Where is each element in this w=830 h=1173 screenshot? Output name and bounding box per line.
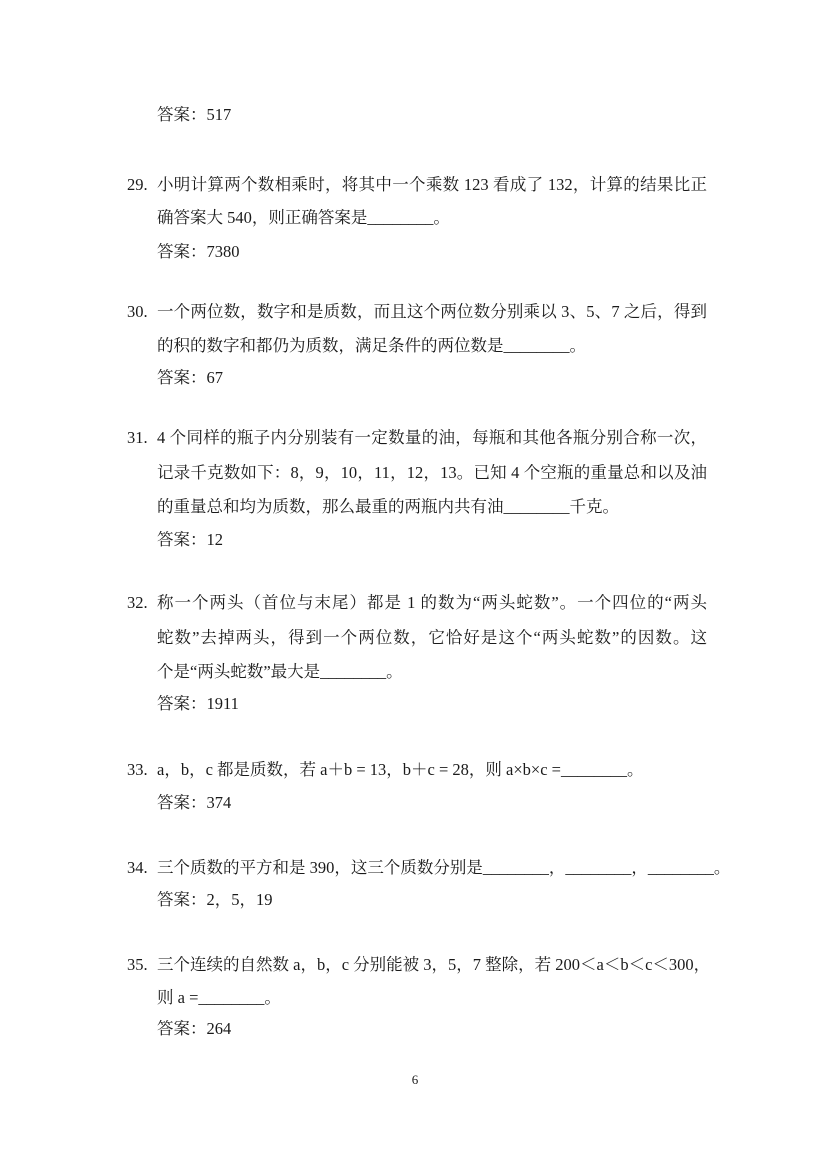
page-number: 6 [411, 1072, 419, 1087]
answer-line: 答案：264 [157, 1019, 232, 1038]
problem-number: 30. [127, 302, 148, 321]
problem-text-line: 三个连续的自然数 a，b，c 分别能被 3，5，7 整除，若 200＜a＜b＜c＜300， [157, 955, 711, 974]
problem-number: 31. [127, 428, 148, 447]
problem-text-line: 的重量总和均为质数，那么最重的两瓶内共有油________千克。 [157, 497, 619, 516]
problem-number: 33. [127, 760, 148, 779]
answer-line: 答案：1911 [157, 694, 239, 713]
previous-answer: 答案：517 [157, 105, 232, 124]
answer-line: 答案：12 [157, 530, 223, 549]
problem-number: 29. [127, 175, 148, 194]
problem-text-line: 小明计算两个数相乘时，将其中一个乘数 123 看成了 132，计算的结果比正 [157, 175, 707, 194]
answer-line: 答案：2，5，19 [157, 890, 273, 909]
problem-number: 35. [127, 955, 148, 974]
problem-text-line: 三个质数的平方和是 390，这三个质数分别是________，________，________。 [157, 858, 731, 877]
problem-text-line: 称一个两头（首位与末尾）都是 1 的数为“两头蛇数”。一个四位的“两头 [157, 593, 707, 612]
answer-line: 答案：374 [157, 793, 232, 812]
problem-number: 34. [127, 858, 148, 877]
problem-text-line: 的积的数字和都仍为质数，满足条件的两位数是________。 [157, 336, 586, 355]
problem-text-line: 个是“两头蛇数”最大是________。 [157, 662, 403, 681]
problem-text-line: a，b，c 都是质数，若 a＋b = 13，b＋c = 28，则 a×b×c =________。 [157, 760, 644, 779]
problem-text-line: 蛇数”去掉两头，得到一个两位数，它恰好是这个“两头蛇数”的因数。这 [157, 628, 707, 647]
problem-text-line: 记录千克数如下：8，9，10，11，12，13。已知 4 个空瓶的重量总和以及油 [157, 463, 707, 482]
problem-text-line: 一个两位数，数字和是质数，而且这个两位数分别乘以 3、5、7 之后，得到 [157, 302, 707, 321]
problem-text-line: 则 a =________。 [157, 988, 281, 1007]
problem-number: 32. [127, 593, 148, 612]
problem-text-line: 4 个同样的瓶子内分别装有一定数量的油，每瓶和其他各瓶分别合称一次， [157, 428, 707, 447]
answer-line: 答案：7380 [157, 242, 240, 261]
answer-line: 答案：67 [157, 368, 223, 387]
problem-text-line: 确答案大 540，则正确答案是________。 [157, 208, 450, 227]
